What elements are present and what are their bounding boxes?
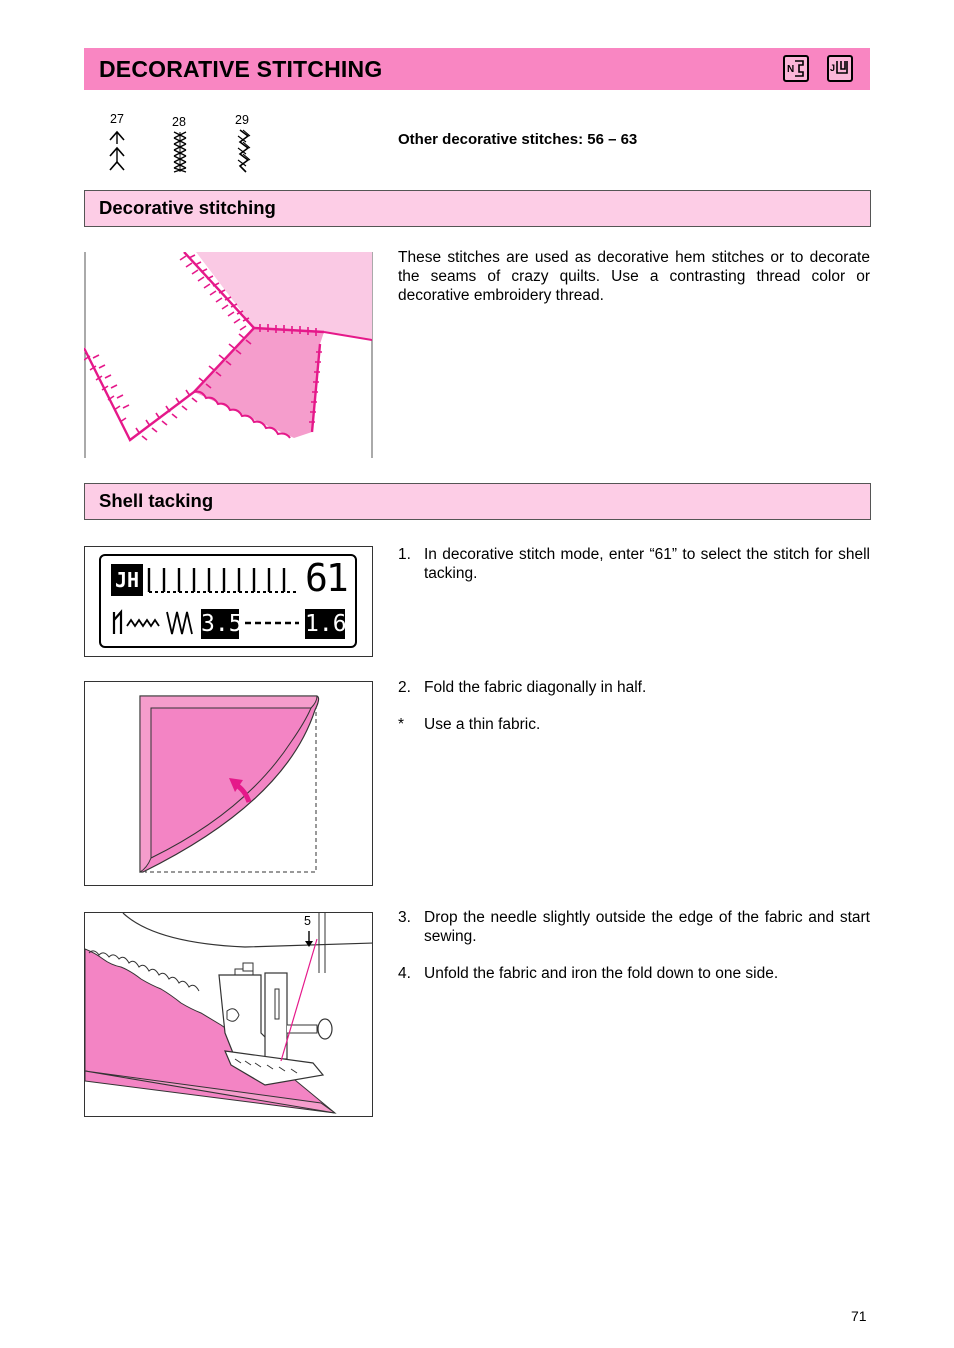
presser-foot-drawing — [85, 913, 373, 1117]
svg-text:J: J — [830, 63, 836, 73]
sewing-figure — [84, 912, 373, 1117]
step-2 — [398, 678, 870, 700]
stitch-29-glyph — [232, 128, 254, 174]
step-3 — [398, 908, 870, 952]
step-number: 2. — [398, 679, 411, 696]
svg-text:N: N — [787, 64, 795, 75]
stitch-number-29: 29 — [235, 113, 249, 127]
folded-fabric-drawing — [85, 682, 373, 886]
section-shell-tacking — [84, 483, 871, 520]
note-text: Use a thin fabric. — [424, 716, 541, 733]
other-stitches-note: Other decorative stitches: 56 – 63 — [398, 131, 638, 148]
decorative-description: These stitches are used as decorative hem stitches or to decorate the seams of crazy quilts. Use a contrasting thread color or decorative embroidery thread. — [398, 249, 870, 304]
lcd-figure — [84, 546, 373, 657]
step-text: Drop the needle slightly outside the edge of the fabric and start sewing. — [424, 909, 870, 945]
normal-mode-icon — [783, 55, 809, 82]
step-number: 4. — [398, 965, 411, 982]
lcd-pattern-bars — [145, 566, 305, 600]
title-bar — [84, 48, 870, 90]
section-heading: Shell tacking — [99, 490, 214, 511]
step-text: Unfold the fabric and iron the fold down to one side. — [424, 965, 779, 982]
foot-label: 5 — [304, 914, 311, 928]
lcd-stitch-length: 1.6 — [305, 611, 347, 637]
page-number: 71 — [851, 1308, 867, 1324]
step-1 — [398, 545, 870, 589]
note-thin-fabric — [398, 715, 870, 737]
stitch-28-glyph — [168, 130, 192, 174]
lcd-mode-indicator: JH — [111, 564, 143, 596]
step-number: 3. — [398, 909, 411, 926]
step-4 — [398, 964, 870, 986]
stitch-27-glyph — [104, 128, 130, 174]
crazy-quilt-illustration — [84, 252, 374, 458]
stitch-number-27: 27 — [110, 112, 124, 126]
section-heading: Decorative stitching — [99, 197, 276, 218]
decorative-mode-icon — [827, 55, 853, 82]
page-title: DECORATIVE STITCHING — [99, 56, 383, 82]
note-marker: * — [398, 716, 405, 733]
step-text: Fold the fabric diagonally in half. — [424, 679, 647, 696]
step-number: 1. — [398, 546, 411, 563]
fold-fabric-figure — [84, 681, 373, 886]
lcd-stitch-number: 61 — [305, 556, 347, 600]
stitch-preview-icon — [111, 608, 197, 638]
stitch-number-28: 28 — [172, 115, 186, 129]
lcd-dash-line — [243, 616, 303, 630]
lcd-stitch-width: 3.5 — [201, 611, 243, 637]
step-text: In decorative stitch mode, enter “61” to select the stitch for shell tacking. — [424, 546, 870, 582]
lcd-display — [99, 554, 357, 648]
section-decorative-stitching — [84, 190, 871, 227]
